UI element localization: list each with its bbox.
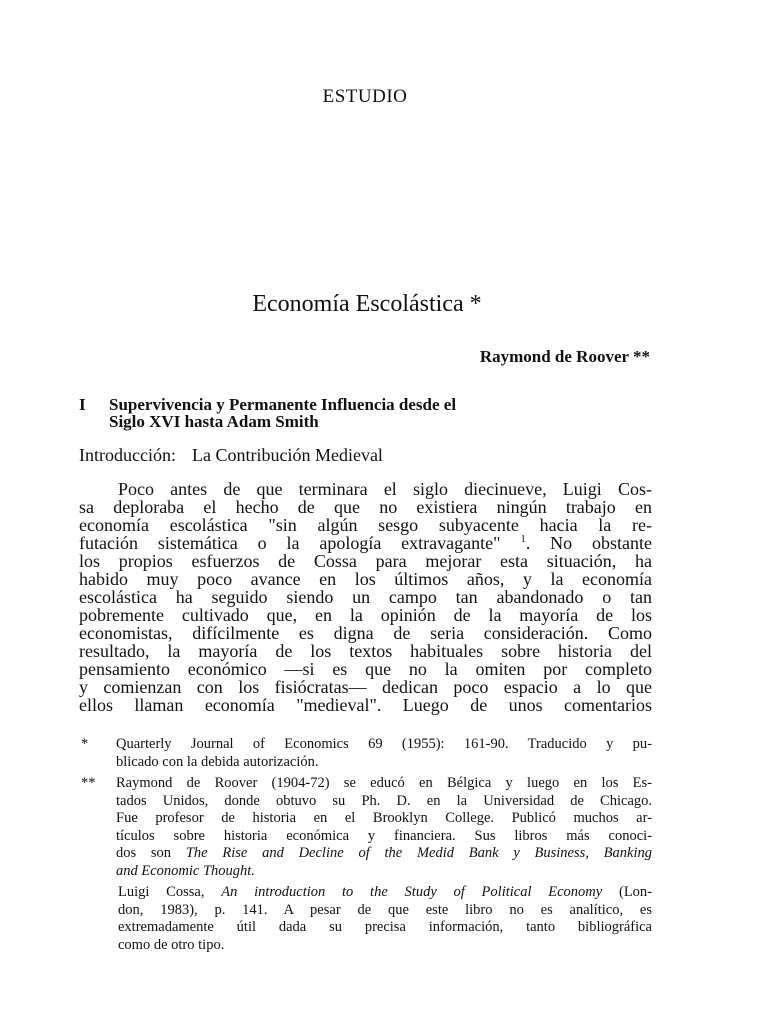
- body-line: los propios esfuerzos de Cossa para mejorar esta situación, ha: [79, 551, 652, 571]
- footnote-mark: *: [81, 736, 89, 752]
- footnotes: [79, 736, 652, 958]
- footnote-line: tados Unidos, donde obtuvo su Ph. D. en la Universidad de Chicago.: [116, 792, 652, 809]
- body-line: [79, 534, 652, 552]
- body-line: resultado, la mayoría de los textos habituales sobre historia del: [79, 641, 652, 661]
- footnote-1: [79, 736, 652, 771]
- body-line: economía escolástica "sin algún sesgo subyacente hacia la re-: [79, 515, 652, 535]
- footnote-line: como de otro tipo.: [118, 936, 225, 953]
- body-line: ellos llaman economía "medieval". Luego de unos comentarios: [79, 695, 652, 715]
- body-line: pensamiento económico —si es que no la omiten por completo: [79, 659, 652, 679]
- book-title: and Economic Thought.: [116, 862, 255, 879]
- intro-title: La Contribución Medieval: [191, 445, 383, 465]
- book-title: The Rise and Decline of the Medid Bank y Business, Banking: [185, 845, 652, 861]
- article-author: Raymond de Roover **: [479, 347, 650, 366]
- body-paragraph: [79, 480, 652, 714]
- body-line: escolástica ha seguido siendo un campo tan abandonado o tan: [79, 587, 652, 607]
- section-number: I: [79, 395, 86, 414]
- body-line-part: . No obstante: [525, 533, 653, 553]
- body-line: economistas, difícilmente es digna de seria consideración. Como: [79, 623, 652, 643]
- section-heading-line-1: [79, 396, 639, 413]
- footnote-line: don, 1983), p. 141. A pesar de que este libro no es analítico, es: [118, 901, 652, 918]
- footnote-line: extremadamente útil dada su precisa información, tanto bibliográfica: [118, 919, 652, 935]
- section-heading-text-2: Siglo XVI hasta Adam Smith: [109, 412, 319, 431]
- footnote-line: [116, 845, 652, 863]
- footnote-3: [79, 884, 652, 954]
- footnote-line: Raymond de Roover (1904-72) se educó en Bélgica y luego en los Es-: [116, 775, 652, 791]
- footnote-line: Quarterly Journal of Economics 69 (1955): 161-90. Traducido y pu-: [116, 736, 652, 752]
- body-line-part: futación sistemática o la apología extravagante": [79, 533, 501, 553]
- intro-label: Introducción:: [79, 445, 176, 465]
- footnote-text: dos son: [116, 845, 186, 861]
- book-title: An introduction to the Study of Political Economy: [221, 884, 603, 900]
- footnote-ref: 1: [520, 533, 526, 545]
- footnote-text: (Lon-: [602, 884, 652, 900]
- footnote-mark: **: [81, 775, 96, 791]
- body-line: pobremente cultivado que, en la opinión de la mayoría de los: [79, 605, 652, 625]
- body-line: habido muy poco avance en los últimos años, y la economía: [79, 569, 652, 589]
- footnote-line: tículos sobre historia económica y financiera. Sus libros más conoci-: [116, 827, 652, 844]
- subsection-heading: [79, 445, 383, 466]
- footnote-text: Luigi Cossa,: [118, 884, 222, 900]
- footnote-line: Fue profesor de historia en el Brooklyn College. Publicó muchos ar-: [116, 810, 652, 826]
- body-line: Poco antes de que terminara el siglo diecinueve, Luigi Cos-: [118, 479, 652, 499]
- footnote-line: [116, 863, 652, 881]
- body-line: y comienzan con los fisiócratas— dedican poco espacio a lo que: [79, 677, 652, 697]
- body-line: sa deploraba el hecho de que no existiera ningún trabajo en: [79, 497, 652, 517]
- footnote-2: [79, 775, 652, 880]
- footnote-line: blicado con la debida autorización.: [116, 753, 319, 770]
- section-label: ESTUDIO: [322, 86, 408, 107]
- section-heading-text-1: Supervivencia y Permanente Influencia desde el: [109, 395, 457, 414]
- section-heading: [79, 396, 639, 430]
- article-title: Economía Escolástica *: [252, 291, 482, 317]
- footnote-line: [118, 884, 652, 902]
